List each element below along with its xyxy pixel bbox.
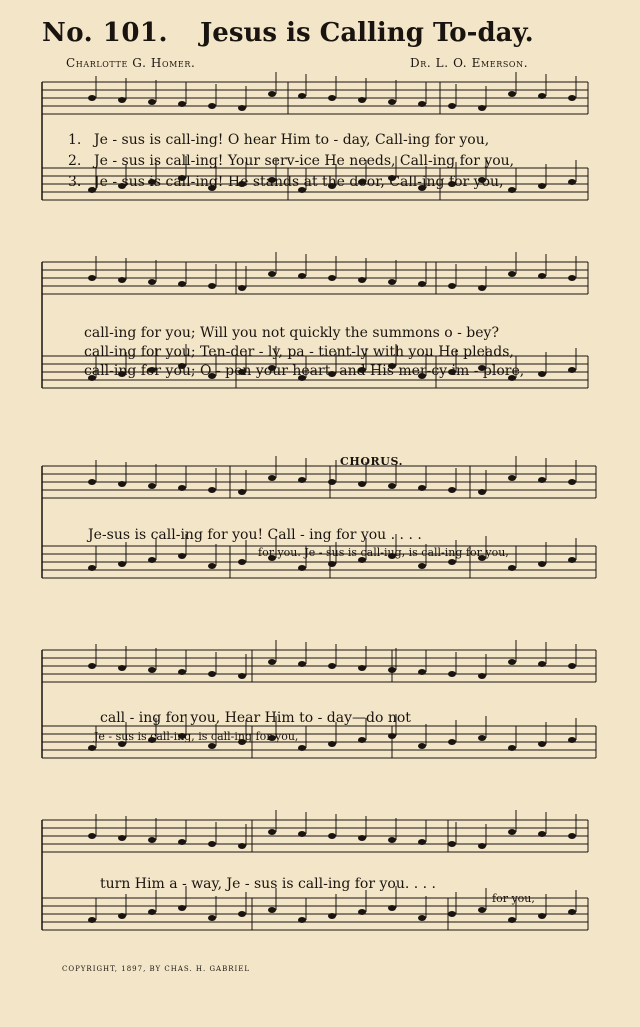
note-head bbox=[538, 661, 546, 667]
note-head bbox=[268, 475, 276, 481]
note-head bbox=[298, 93, 306, 99]
note-head bbox=[538, 371, 546, 377]
note-head bbox=[418, 915, 426, 921]
note-head bbox=[268, 271, 276, 277]
note-head bbox=[388, 837, 396, 843]
chorus-line-3-lower: for you, bbox=[492, 892, 535, 905]
note-head bbox=[448, 841, 456, 847]
note-head bbox=[208, 563, 216, 569]
verse-1-line-2: call-ing for you; Will you not quickly the summons o - bey? bbox=[84, 325, 499, 341]
note-head bbox=[358, 665, 366, 671]
note-head bbox=[238, 285, 246, 291]
note-head bbox=[538, 831, 546, 837]
hymn-number: No. 101. bbox=[42, 18, 169, 48]
note-head bbox=[208, 841, 216, 847]
note-head bbox=[358, 835, 366, 841]
note-head bbox=[118, 561, 126, 567]
note-head bbox=[268, 659, 276, 665]
note-head bbox=[568, 557, 576, 563]
note-head bbox=[568, 737, 576, 743]
note-head bbox=[88, 663, 96, 669]
note-head bbox=[448, 283, 456, 289]
note-head bbox=[568, 663, 576, 669]
note-head bbox=[148, 483, 156, 489]
note-head bbox=[148, 837, 156, 843]
note-head bbox=[208, 915, 216, 921]
note-head bbox=[178, 101, 186, 107]
note-head bbox=[208, 283, 216, 289]
chorus-label: CHORUS. bbox=[340, 455, 404, 468]
note-head bbox=[568, 367, 576, 373]
note-head bbox=[88, 275, 96, 281]
note-head bbox=[358, 909, 366, 915]
note-head bbox=[208, 487, 216, 493]
note-head bbox=[538, 913, 546, 919]
note-head bbox=[238, 673, 246, 679]
note-head bbox=[478, 843, 486, 849]
note-head bbox=[568, 479, 576, 485]
note-head bbox=[268, 907, 276, 913]
chorus-line-2-upper: call - ing for you, Hear Him to - day—do not bbox=[100, 710, 411, 726]
note-head bbox=[148, 909, 156, 915]
note-head bbox=[508, 659, 516, 665]
note-head bbox=[508, 917, 516, 923]
note-head bbox=[508, 565, 516, 571]
note-head bbox=[478, 735, 486, 741]
note-head bbox=[388, 99, 396, 105]
note-head bbox=[508, 271, 516, 277]
note-head bbox=[298, 831, 306, 837]
note-head bbox=[328, 479, 336, 485]
note-head bbox=[328, 833, 336, 839]
note-head bbox=[508, 745, 516, 751]
note-head bbox=[328, 95, 336, 101]
note-head bbox=[418, 563, 426, 569]
verse-text: Je - sus is call-ing! O hear Him to - day, Call-ing for you, bbox=[94, 132, 490, 148]
note-head bbox=[538, 183, 546, 189]
note-head bbox=[358, 277, 366, 283]
note-head bbox=[298, 745, 306, 751]
note-head bbox=[268, 91, 276, 97]
note-head bbox=[148, 557, 156, 563]
verse-2-line-2: call-ing for you; Ten-der - ly, pa - tient-ly with you He pleads, bbox=[84, 344, 514, 360]
note-head bbox=[328, 663, 336, 669]
note-head bbox=[118, 913, 126, 919]
note-head bbox=[148, 99, 156, 105]
note-head bbox=[568, 179, 576, 185]
note-head bbox=[298, 917, 306, 923]
note-head bbox=[328, 913, 336, 919]
note-head bbox=[178, 905, 186, 911]
hymn-title: Jesus is Calling To-day. bbox=[200, 18, 534, 48]
note-head bbox=[88, 745, 96, 751]
note-head bbox=[208, 103, 216, 109]
note-head bbox=[538, 93, 546, 99]
verse-number: 1. bbox=[68, 132, 82, 148]
note-head bbox=[358, 481, 366, 487]
note-head bbox=[448, 739, 456, 745]
note-head bbox=[418, 281, 426, 287]
note-head bbox=[178, 553, 186, 559]
note-head bbox=[148, 667, 156, 673]
note-head bbox=[88, 833, 96, 839]
chorus-line-1-upper: Je-sus is call-ing for you! Call - ing for you . . . . bbox=[88, 527, 422, 543]
note-head bbox=[538, 561, 546, 567]
verse-2-line-1 bbox=[68, 153, 514, 169]
note-head bbox=[388, 483, 396, 489]
note-head bbox=[448, 559, 456, 565]
lyricist-credit: Charlotte G. Homer. bbox=[66, 56, 196, 70]
note-head bbox=[418, 743, 426, 749]
note-head bbox=[478, 907, 486, 913]
note-head bbox=[208, 743, 216, 749]
note-head bbox=[478, 285, 486, 291]
note-head bbox=[118, 481, 126, 487]
note-head bbox=[448, 103, 456, 109]
note-head bbox=[298, 273, 306, 279]
note-head bbox=[298, 565, 306, 571]
verse-3-line-1 bbox=[68, 174, 503, 190]
note-head bbox=[508, 829, 516, 835]
note-head bbox=[568, 95, 576, 101]
note-head bbox=[118, 665, 126, 671]
note-head bbox=[538, 273, 546, 279]
note-head bbox=[178, 839, 186, 845]
composer-credit: Dr. L. O. Emerson. bbox=[410, 56, 529, 70]
note-head bbox=[328, 275, 336, 281]
note-head bbox=[148, 279, 156, 285]
note-head bbox=[448, 911, 456, 917]
note-head bbox=[118, 97, 126, 103]
chorus-line-3-upper: turn Him a - way, Je - sus is call-ing for you. . . . bbox=[100, 876, 436, 892]
note-head bbox=[238, 105, 246, 111]
note-head bbox=[328, 741, 336, 747]
note-head bbox=[238, 489, 246, 495]
note-head bbox=[508, 91, 516, 97]
note-head bbox=[418, 485, 426, 491]
note-head bbox=[418, 839, 426, 845]
verse-text: Je - sus is call-ing! Your serv-ice He needs, Call-ing for you, bbox=[94, 153, 515, 169]
note-head bbox=[418, 669, 426, 675]
note-head bbox=[268, 829, 276, 835]
note-head bbox=[478, 105, 486, 111]
note-head bbox=[238, 911, 246, 917]
note-head bbox=[478, 489, 486, 495]
verse-number: 3. bbox=[68, 174, 82, 190]
note-head bbox=[508, 187, 516, 193]
verse-3-line-2: call-ing for you; O - pen your heart, and His mer-cy im - plore, bbox=[84, 363, 525, 379]
note-head bbox=[328, 561, 336, 567]
note-head bbox=[88, 917, 96, 923]
note-head bbox=[298, 661, 306, 667]
note-head bbox=[388, 279, 396, 285]
verse-text: Je - sus is call-ing! He stands at the door, Call-ing for you, bbox=[94, 174, 504, 190]
note-head bbox=[298, 477, 306, 483]
copyright-notice: COPYRIGHT, 1897, BY CHAS. H. GABRIEL bbox=[62, 965, 251, 973]
note-head bbox=[388, 733, 396, 739]
note-head bbox=[88, 565, 96, 571]
note-head bbox=[538, 741, 546, 747]
note-head bbox=[178, 281, 186, 287]
note-head bbox=[118, 835, 126, 841]
note-head bbox=[568, 833, 576, 839]
note-head bbox=[538, 477, 546, 483]
note-head bbox=[358, 737, 366, 743]
note-head bbox=[448, 671, 456, 677]
chorus-line-2-lower: Je - sus is call-ing, is call-ing for you, bbox=[94, 730, 299, 743]
note-head bbox=[178, 485, 186, 491]
note-head bbox=[418, 101, 426, 107]
note-head bbox=[358, 97, 366, 103]
note-head bbox=[388, 905, 396, 911]
note-head bbox=[88, 95, 96, 101]
note-head bbox=[178, 669, 186, 675]
note-head bbox=[448, 487, 456, 493]
note-head bbox=[568, 275, 576, 281]
note-head bbox=[388, 667, 396, 673]
note-head bbox=[508, 475, 516, 481]
note-head bbox=[208, 671, 216, 677]
note-head bbox=[478, 673, 486, 679]
note-head bbox=[238, 843, 246, 849]
note-head bbox=[88, 479, 96, 485]
note-head bbox=[568, 909, 576, 915]
chorus-line-1-lower: for you. Je - sus is call-iug, is call-ing for you, bbox=[258, 546, 509, 559]
note-head bbox=[238, 559, 246, 565]
verse-1-line-1 bbox=[68, 132, 489, 148]
verse-number: 2. bbox=[68, 153, 82, 169]
note-head bbox=[118, 277, 126, 283]
